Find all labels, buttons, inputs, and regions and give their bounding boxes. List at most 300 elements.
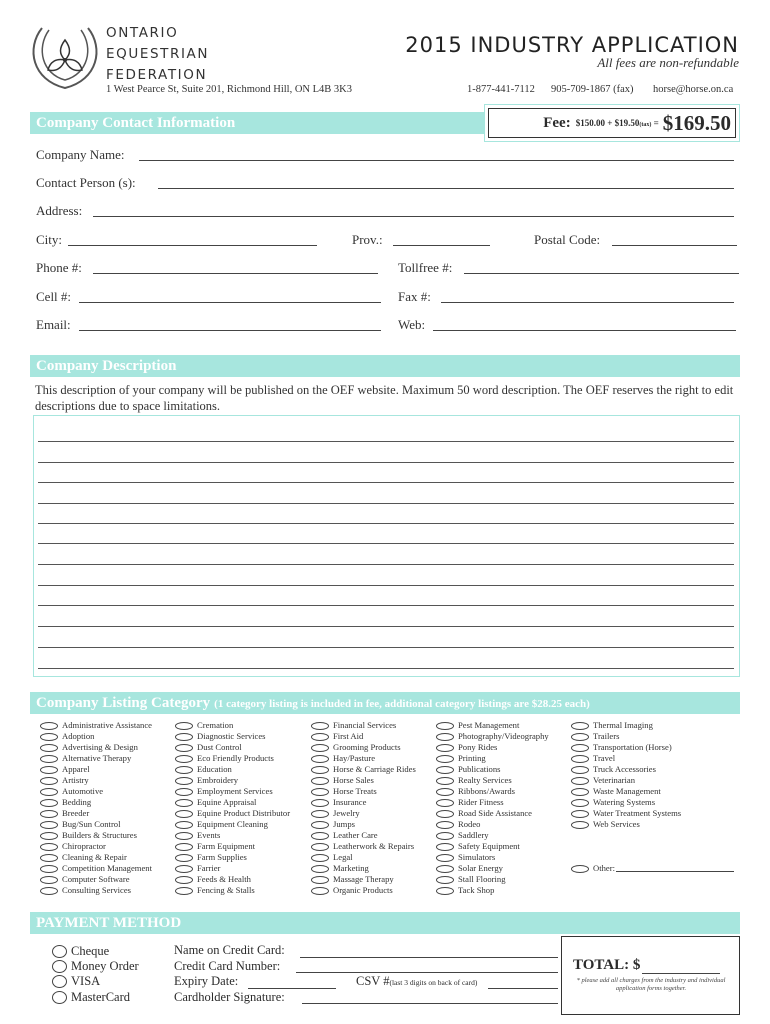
category-label: Chiropractor: [62, 841, 106, 851]
contact-person-field[interactable]: [158, 188, 734, 189]
category-checkbox[interactable]: [436, 755, 454, 763]
category-item[interactable]: [311, 731, 416, 742]
category-item[interactable]: [311, 852, 416, 863]
category-checkbox[interactable]: [40, 810, 58, 818]
category-item[interactable]: [40, 885, 152, 896]
category-item[interactable]: [311, 885, 416, 896]
category-checkbox[interactable]: [311, 887, 329, 895]
company-name-field[interactable]: [139, 160, 734, 161]
category-item[interactable]: [571, 742, 681, 753]
category-checkbox[interactable]: [40, 865, 58, 873]
category-label: Organic Products: [333, 885, 393, 895]
category-label: Feeds & Health: [197, 874, 251, 884]
category-label: Waste Management: [593, 786, 661, 796]
category-label: Equipment Cleaning: [197, 819, 268, 829]
category-label: Truck Accessories: [593, 764, 656, 774]
category-label: Web Services: [593, 819, 640, 829]
category-checkbox[interactable]: [571, 755, 589, 763]
cell-label: Cell #:: [36, 289, 72, 304]
expiry-date-label: Expiry Date:: [174, 974, 239, 988]
category-item[interactable]: [571, 720, 681, 731]
category-item[interactable]: [436, 841, 549, 852]
category-label: Thermal Imaging: [593, 720, 653, 730]
total-box: [561, 936, 740, 1015]
category-label: Horse & Carriage Rides: [333, 764, 416, 774]
category-item[interactable]: [311, 819, 416, 830]
category-checkbox[interactable]: [571, 777, 589, 785]
name-on-card-label: Name on Credit Card:: [174, 943, 285, 957]
org-name-line2: EQUESTRIAN: [106, 46, 210, 62]
category-label: Grooming Products: [333, 742, 401, 752]
category-label: Photography/Videography: [458, 731, 549, 741]
category-checkbox[interactable]: [311, 854, 329, 862]
category-checkbox[interactable]: [40, 876, 58, 884]
category-label: Publications: [458, 764, 501, 774]
city-label: City:: [36, 232, 63, 247]
category-item[interactable]: [311, 797, 416, 808]
category-item[interactable]: [311, 764, 416, 775]
category-checkbox[interactable]: [40, 854, 58, 862]
category-checkbox[interactable]: [311, 832, 329, 840]
category-checkbox[interactable]: [40, 821, 58, 829]
category-item[interactable]: [175, 775, 290, 786]
category-item[interactable]: [175, 874, 290, 885]
postal-code-field[interactable]: [612, 245, 737, 246]
category-label: Apparel: [62, 764, 90, 774]
postal-code-label: Postal Code:: [534, 232, 601, 247]
category-label: Transportation (Horse): [593, 742, 672, 752]
payment-option-money-order[interactable]: [52, 959, 139, 974]
company-name-label: Company Name:: [36, 147, 125, 162]
csv-label: CSV #(last 3 digits on back of card): [356, 974, 478, 988]
prov-label: Prov.:: [352, 232, 383, 247]
category-checkbox[interactable]: [40, 832, 58, 840]
payment-section-title: PAYMENT METHOD: [36, 915, 182, 931]
category-checkbox[interactable]: [436, 810, 454, 818]
category-checkbox[interactable]: [571, 766, 589, 774]
category-section-title: Company Listing Category: [36, 695, 211, 711]
category-item[interactable]: [175, 731, 290, 742]
category-item[interactable]: [311, 841, 416, 852]
category-item[interactable]: [40, 841, 152, 852]
org-name-line3: FEDERATION: [106, 67, 208, 83]
csv-field[interactable]: [488, 988, 558, 989]
total-field[interactable]: [642, 973, 720, 974]
contact-section-title: Company Contact Information: [36, 115, 236, 131]
category-label: Hay/Pasture: [333, 753, 376, 763]
description-line: [38, 668, 734, 669]
category-label: Jewelry: [333, 808, 360, 818]
category-item[interactable]: [571, 819, 681, 830]
fee-calculation: $150.00 + $19.50(tax) =: [575, 118, 659, 128]
category-label: Education: [197, 764, 232, 774]
category-label: Automotive: [62, 786, 104, 796]
category-item[interactable]: [40, 819, 152, 830]
expiry-date-field[interactable]: [248, 988, 336, 989]
category-label: Cremation: [197, 720, 234, 730]
category-checkbox[interactable]: [40, 843, 58, 851]
card-number-label: Credit Card Number:: [174, 959, 281, 973]
fee-amount: $169.50: [662, 110, 731, 135]
category-item[interactable]: [175, 819, 290, 830]
category-checkbox[interactable]: [571, 799, 589, 807]
category-item[interactable]: [311, 775, 416, 786]
category-label: Rodeo: [458, 819, 481, 829]
category-label: Ribbons/Awards: [458, 786, 515, 796]
category-item[interactable]: [311, 808, 416, 819]
category-label: Travel: [593, 753, 616, 763]
category-column-2: [175, 720, 290, 896]
category-checkbox[interactable]: [175, 733, 193, 741]
category-item[interactable]: [571, 786, 681, 797]
category-checkbox[interactable]: [40, 799, 58, 807]
email-field[interactable]: [79, 330, 381, 331]
category-checkbox[interactable]: [175, 865, 193, 873]
category-item[interactable]: [571, 775, 681, 786]
category-item[interactable]: [40, 786, 152, 797]
category-column-5: [571, 720, 681, 830]
category-item[interactable]: [175, 742, 290, 753]
category-label: Veterinarian: [593, 775, 635, 785]
tollfree-label: Tollfree #:: [398, 260, 453, 275]
category-section-bar: [30, 692, 740, 714]
category-checkbox[interactable]: [311, 821, 329, 829]
city-field[interactable]: [68, 245, 317, 246]
category-checkbox[interactable]: [571, 733, 589, 741]
payment-option-mastercard[interactable]: [52, 990, 130, 1005]
category-checkbox[interactable]: [175, 755, 193, 763]
category-item[interactable]: [175, 885, 290, 896]
category-checkbox[interactable]: [436, 766, 454, 774]
description-line: [38, 605, 734, 606]
category-checkbox[interactable]: [311, 788, 329, 796]
category-item[interactable]: [311, 874, 416, 885]
category-label: Farrier: [197, 863, 221, 873]
category-checkbox[interactable]: [436, 876, 454, 884]
category-checkbox[interactable]: [571, 810, 589, 818]
total-label: TOTAL: $: [573, 957, 641, 973]
category-checkbox[interactable]: [571, 788, 589, 796]
category-label: Insurance: [333, 797, 367, 807]
category-item[interactable]: [175, 852, 290, 863]
category-item[interactable]: [436, 874, 549, 885]
category-checkbox[interactable]: [436, 821, 454, 829]
category-checkbox[interactable]: [175, 777, 193, 785]
category-item[interactable]: [175, 841, 290, 852]
category-other-label: Other:: [593, 863, 615, 873]
category-checkbox[interactable]: [436, 887, 454, 895]
org-email: horse@horse.on.ca: [653, 84, 734, 95]
category-label: Competition Management: [62, 863, 152, 873]
page-title: 2015 INDUSTRY APPLICATION: [405, 33, 739, 57]
category-column-4: [436, 720, 549, 896]
category-item[interactable]: [436, 808, 549, 819]
category-item[interactable]: [436, 819, 549, 830]
category-checkbox[interactable]: [40, 788, 58, 796]
category-checkbox[interactable]: [175, 876, 193, 884]
category-checkbox[interactable]: [175, 788, 193, 796]
category-item[interactable]: [175, 808, 290, 819]
category-item[interactable]: [311, 830, 416, 841]
fax-label: Fax #:: [398, 289, 431, 304]
category-label: Horse Treats: [333, 786, 377, 796]
category-checkbox[interactable]: [571, 744, 589, 752]
category-item[interactable]: [40, 797, 152, 808]
category-label: Rider Fitness: [458, 797, 504, 807]
category-item[interactable]: [311, 753, 416, 764]
category-checkbox[interactable]: [311, 733, 329, 741]
category-label: Computer Software: [62, 874, 130, 884]
description-textarea[interactable]: [33, 415, 740, 677]
category-item[interactable]: [40, 731, 152, 742]
category-item[interactable]: [436, 742, 549, 753]
payment-option-label: MasterCard: [71, 990, 131, 1004]
payment-radio[interactable]: [52, 975, 67, 988]
category-checkbox[interactable]: [436, 865, 454, 873]
category-section-subtitle: (1 category listing is included in fee, additional category listings are $28.25 each): [214, 698, 590, 710]
category-item[interactable]: [436, 764, 549, 775]
category-item[interactable]: [311, 786, 416, 797]
category-item[interactable]: [436, 852, 549, 863]
web-field[interactable]: [433, 330, 736, 331]
category-item[interactable]: [571, 808, 681, 819]
category-checkbox[interactable]: [175, 810, 193, 818]
org-address: 1 West Pearce St, Suite 201, Richmond Hill, ON L4B 3K3: [106, 84, 352, 95]
category-label: Watering Systems: [593, 797, 656, 807]
category-label: Massage Therapy: [333, 874, 394, 884]
category-item[interactable]: [436, 775, 549, 786]
category-item[interactable]: [436, 786, 549, 797]
category-label: Dust Control: [197, 742, 242, 752]
category-label: Pest Management: [458, 720, 520, 730]
payment-section-bar: [30, 912, 740, 934]
category-checkbox[interactable]: [571, 821, 589, 829]
fee-label: Fee:: [543, 114, 571, 131]
category-item[interactable]: [436, 885, 549, 896]
category-other-field[interactable]: [616, 871, 734, 872]
description-section-title: Company Description: [36, 358, 177, 374]
description-line: [38, 543, 734, 544]
category-checkbox[interactable]: [40, 722, 58, 730]
category-label: Financial Services: [333, 720, 397, 730]
category-checkbox[interactable]: [436, 788, 454, 796]
category-item[interactable]: [311, 742, 416, 753]
category-label: Advertising & Design: [62, 742, 138, 752]
category-label: Pony Rides: [458, 742, 498, 752]
category-label: Alternative Therapy: [62, 753, 132, 763]
category-item[interactable]: [175, 764, 290, 775]
category-item[interactable]: [175, 753, 290, 764]
category-item[interactable]: [40, 742, 152, 753]
category-item[interactable]: [40, 808, 152, 819]
category-item[interactable]: [40, 874, 152, 885]
category-other: [571, 863, 734, 874]
category-checkbox[interactable]: [311, 722, 329, 730]
category-item[interactable]: [40, 764, 152, 775]
payment-radio[interactable]: [52, 945, 67, 958]
category-item[interactable]: [571, 753, 681, 764]
category-item[interactable]: [311, 863, 416, 874]
category-label: Breeder: [62, 808, 90, 818]
category-item[interactable]: [175, 786, 290, 797]
category-item[interactable]: [175, 830, 290, 841]
category-checkbox[interactable]: [175, 832, 193, 840]
category-item[interactable]: [40, 852, 152, 863]
description-line: [38, 585, 734, 586]
payment-radio[interactable]: [52, 960, 67, 973]
category-column-1: [40, 720, 152, 896]
category-item[interactable]: [436, 863, 549, 874]
description-section-bar: [30, 355, 740, 377]
category-checkbox[interactable]: [175, 722, 193, 730]
category-item[interactable]: [40, 720, 152, 731]
category-item[interactable]: [571, 764, 681, 775]
category-item[interactable]: [175, 720, 290, 731]
category-checkbox[interactable]: [311, 744, 329, 752]
category-checkbox[interactable]: [436, 799, 454, 807]
cell-field[interactable]: [79, 302, 381, 303]
category-checkbox[interactable]: [436, 722, 454, 730]
category-checkbox[interactable]: [40, 744, 58, 752]
payment-option-cheque[interactable]: [52, 944, 109, 959]
phone-label: Phone #:: [36, 260, 82, 275]
category-column-3: [311, 720, 416, 896]
category-label: Water Treatment Systems: [593, 808, 682, 818]
category-label: Administrative Assistance: [62, 720, 152, 730]
category-checkbox[interactable]: [311, 876, 329, 884]
category-label: Jumps: [333, 819, 355, 829]
description-line: [38, 482, 734, 483]
description-line: [38, 564, 734, 565]
description-line: [38, 441, 734, 442]
category-checkbox[interactable]: [311, 755, 329, 763]
category-item[interactable]: [311, 720, 416, 731]
org-fax: 905-709-1867 (fax): [551, 84, 634, 95]
category-item[interactable]: [436, 830, 549, 841]
cardholder-signature-label: Cardholder Signature:: [174, 990, 285, 1004]
category-checkbox[interactable]: [571, 722, 589, 730]
category-checkbox[interactable]: [40, 766, 58, 774]
category-item[interactable]: [571, 731, 681, 742]
category-checkbox[interactable]: [436, 777, 454, 785]
category-label: Farm Equipment: [197, 841, 255, 851]
category-item[interactable]: [175, 863, 290, 874]
category-item[interactable]: [40, 863, 152, 874]
category-item[interactable]: [436, 720, 549, 731]
category-checkbox[interactable]: [436, 843, 454, 851]
fax-field[interactable]: [441, 302, 734, 303]
category-label: Diagnostic Services: [197, 731, 266, 741]
payment-option-label: Cheque: [71, 944, 110, 958]
category-label: Saddlery: [458, 830, 489, 840]
cardholder-signature-field[interactable]: [302, 1003, 558, 1004]
category-item[interactable]: [40, 753, 152, 764]
category-checkbox[interactable]: [311, 865, 329, 873]
category-label: Road Side Assistance: [458, 808, 532, 818]
category-label: Horse Sales: [333, 775, 374, 785]
category-label: Marketing: [333, 863, 369, 873]
web-label: Web:: [398, 317, 426, 332]
category-checkbox[interactable]: [436, 733, 454, 741]
category-item[interactable]: [571, 797, 681, 808]
category-checkbox[interactable]: [175, 843, 193, 851]
address-field[interactable]: [93, 216, 734, 217]
payment-radio[interactable]: [52, 991, 67, 1004]
category-checkbox[interactable]: [40, 887, 58, 895]
oef-logo-icon: [30, 18, 100, 92]
phone-field[interactable]: [93, 273, 378, 274]
category-checkbox[interactable]: [175, 744, 193, 752]
category-checkbox[interactable]: [175, 854, 193, 862]
category-item[interactable]: [436, 753, 549, 764]
category-item[interactable]: [436, 797, 549, 808]
category-item[interactable]: [40, 830, 152, 841]
category-label: Adoption: [62, 731, 95, 741]
category-label: Solar Energy: [458, 863, 503, 873]
org-name-line1: ONTARIO: [106, 25, 179, 41]
payment-option-label: Money Order: [71, 959, 139, 973]
category-checkbox[interactable]: [40, 777, 58, 785]
contact-person-label: Contact Person (s):: [36, 175, 136, 190]
category-checkbox[interactable]: [175, 766, 193, 774]
name-on-card-field[interactable]: [300, 957, 558, 958]
category-label: Cleaning & Repair: [62, 852, 127, 862]
card-number-field[interactable]: [296, 972, 558, 973]
category-label: Simulators: [458, 852, 496, 862]
category-label: Consulting Services: [62, 885, 131, 895]
category-label: Safety Equipment: [458, 841, 520, 851]
category-label: Realty Services: [458, 775, 512, 785]
fee-box: [484, 104, 740, 142]
tollfree-field[interactable]: [464, 273, 739, 274]
address-label: Address:: [36, 203, 83, 218]
category-label: Eco Friendly Products: [197, 753, 274, 763]
category-checkbox[interactable]: [311, 843, 329, 851]
category-checkbox[interactable]: [311, 766, 329, 774]
category-label: Fencing & Stalls: [197, 885, 255, 895]
category-checkbox[interactable]: [436, 832, 454, 840]
category-label: Employment Services: [197, 786, 273, 796]
category-label: Bug/Sun Control: [62, 819, 121, 829]
category-checkbox[interactable]: [175, 887, 193, 895]
category-checkbox[interactable]: [40, 733, 58, 741]
category-checkbox-other[interactable]: [571, 865, 589, 873]
prov-field[interactable]: [393, 245, 490, 246]
category-checkbox[interactable]: [436, 854, 454, 862]
category-label: Legal: [333, 852, 353, 862]
total-note: * please add all charges from the industry and individual application forms together.: [576, 977, 726, 992]
description-line: [38, 462, 734, 463]
category-checkbox[interactable]: [436, 744, 454, 752]
category-checkbox[interactable]: [311, 799, 329, 807]
category-label: Printing: [458, 753, 486, 763]
payment-option-visa[interactable]: [52, 974, 100, 989]
category-label: Tack Shop: [458, 885, 495, 895]
description-line: [38, 523, 734, 524]
category-item[interactable]: [175, 797, 290, 808]
category-checkbox[interactable]: [40, 755, 58, 763]
category-item[interactable]: [40, 775, 152, 786]
category-checkbox[interactable]: [311, 810, 329, 818]
category-item[interactable]: [436, 731, 549, 742]
description-line: [38, 647, 734, 648]
category-label: Bedding: [62, 797, 92, 807]
category-label: Stall Flooring: [458, 874, 506, 884]
fees-note: All fees are non-refundable: [597, 55, 739, 70]
category-checkbox[interactable]: [175, 799, 193, 807]
category-checkbox[interactable]: [175, 821, 193, 829]
category-checkbox[interactable]: [311, 777, 329, 785]
